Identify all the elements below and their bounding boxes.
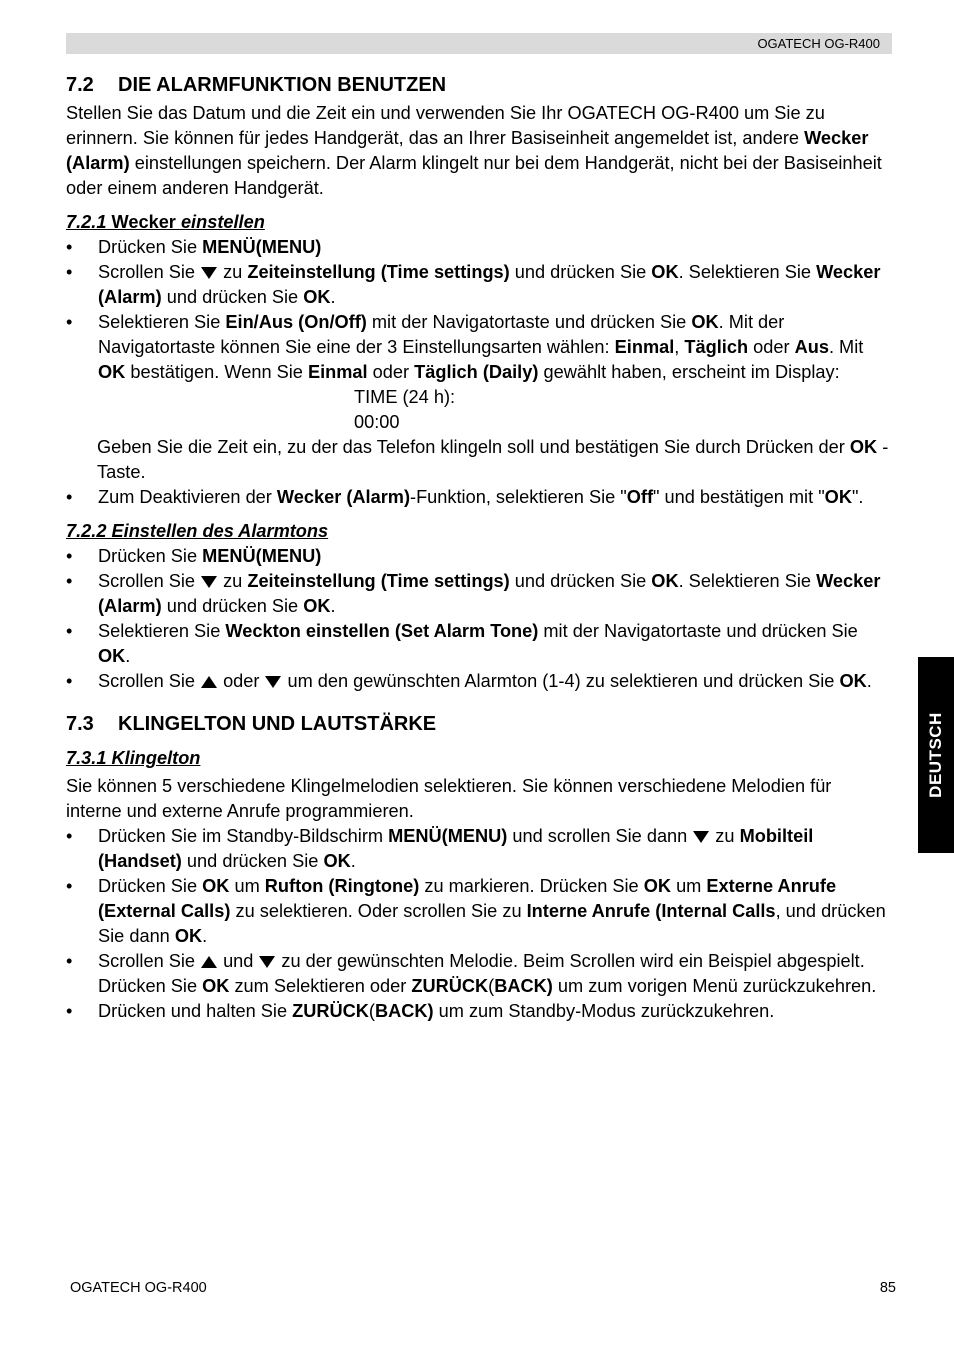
arrow-down-icon [201,576,217,588]
arrow-down-icon [259,956,275,968]
list-item [66,874,892,949]
text-bold: Interne Anrufe (Internal Calls [526,901,776,921]
text-bold: OK [849,437,878,457]
text: . [125,646,131,666]
text-bold: Weckton einstellen (Set Alarm Tone) [225,621,539,641]
section-title: DIE ALARMFUNKTION BENUTZEN [118,74,447,96]
text-bold: OK [651,571,679,591]
text-bold: Wecker (Alarm) [276,487,411,507]
section-7-2-intro [66,101,892,201]
text-bold: Einmal [614,337,675,357]
time-entry-note [97,435,892,485]
text-bold: Rufton (Ringtone) [264,876,420,896]
text: oder [367,362,415,382]
header-model: OGATECH OG-R400 [757,36,880,51]
section-number: 7.2 [66,74,94,96]
text-bold: OK [323,851,351,871]
list-item [66,260,892,310]
page-content [66,70,892,1024]
header-bar [66,33,892,54]
text: -Funktion, selektieren Sie " [410,487,627,507]
text-bold: OK [839,671,867,691]
text-bold: OK [98,646,126,666]
text: mit der Navigatortaste und drücken Sie [538,621,858,641]
text: oder [223,671,260,691]
text: . [350,851,356,871]
text-bold: Aus [794,337,829,357]
text: und drücken Sie [509,262,652,282]
text: ". [851,487,864,507]
text: gewählt haben, erscheint im Display: [538,362,840,382]
text: ( [488,976,495,996]
text-bold: Täglich (Daily) [414,362,539,382]
text: Drücken Sie [98,237,203,257]
page-number: 85 [879,1280,896,1296]
steps-7-2-1-cont [66,485,892,510]
text: Wecker [106,212,181,232]
text-bold: Einmal [307,362,368,382]
arrow-up-icon [201,676,217,688]
text: und drücken Sie [181,851,324,871]
text: . [202,926,208,946]
text-bold: OK [643,876,672,896]
text-bold: OK [202,976,230,996]
list-item [66,544,892,569]
steps-7-3-1 [66,824,892,1024]
text: und drücken Sie [509,571,652,591]
text: Scrollen Sie [98,571,196,591]
text: Selektieren Sie [98,621,226,641]
text: Scrollen Sie [98,671,196,691]
text: um [671,876,707,896]
text: zum Selektieren oder [229,976,412,996]
text: um [229,876,265,896]
text-bold: MENÜ(MENU) [202,237,322,257]
text: mit der Navigatortaste und drücken Sie [366,312,692,332]
subsection-7-2-1-heading [66,210,892,235]
text-bold: ZURÜCK [292,1001,369,1021]
text: Drücken Sie im Standby-Bildschirm [98,826,389,846]
section-title: KLINGELTON UND LAUTSTÄRKE [118,713,437,735]
text: zu markieren. Drücken Sie [419,876,644,896]
steps-7-2-2 [66,544,892,694]
text-bold: Mobilteil (Handset) [98,826,814,871]
side-tab-label: DEUTSCH [926,712,945,798]
text-bold: Wecker (Alarm) [98,262,881,307]
text: . Mit der Navigatortaste können Sie eine der 3 Einstellungsarten wählen: [98,312,785,357]
text-bold: Ein/Aus (On/Off) [225,312,367,332]
list-item [66,949,892,999]
text-bold: Zeiteinstellung (Time settings) [247,571,510,591]
text-bold: OK [691,312,719,332]
text-bold: MENÜ(MENU) [388,826,508,846]
text-bold: BACK) [494,976,553,996]
text: " und bestätigen mit " [653,487,825,507]
text: Drücken Sie [98,546,203,566]
text: . [330,596,336,616]
arrow-up-icon [201,956,217,968]
text: 7.2.1 [66,212,107,232]
text: Stellen Sie das Datum und die Zeit ein und verwenden Sie Ihr OGATECH OG-R400 um Sie zu erinnern. Sie können für jedes Handgerät, das an Ihrer Basiseinheit angemeldet ist, andere [66,103,825,148]
text: einstellen [180,212,265,232]
text: Drücken Sie [98,876,203,896]
text-bold: BACK) [374,1001,434,1021]
text: . [866,671,872,691]
subsection-7-2-2-heading: 7.2.2 Einstellen des Alarmtons [66,521,329,541]
text: und [223,951,254,971]
list-item [66,619,892,669]
text-bold: Wecker (Alarm) [98,571,881,616]
text: einstellungen speichern. Der Alarm klingelt nur bei dem Handgerät, nicht bei der Basiseinheit oder einem anderen Handgerät. [66,153,882,198]
text-bold: OK [303,596,331,616]
text: zu [223,262,248,282]
arrow-down-icon [693,831,709,843]
list-item [66,824,892,874]
text-bold: Zeiteinstellung (Time settings) [247,262,510,282]
list-item [66,310,892,385]
list-item [66,485,892,510]
text-bold: MENÜ(MENU) [202,546,322,566]
text: zu [223,571,248,591]
text: bestätigen. Wenn Sie [125,362,308,382]
steps-7-2-1 [66,235,892,385]
text: . [330,287,336,307]
list-item [66,569,892,619]
section-7-3-heading [66,709,892,739]
list-item [66,235,892,260]
display-line-1: TIME (24 h): [354,387,456,407]
text: Selektieren Sie [98,312,226,332]
text: zu der gewünschten Melodie. Beim Scrollen wird ein Beispiel abgespielt. Drücken Sie [98,951,865,996]
arrow-down-icon [265,676,281,688]
text: und drücken Sie [161,596,304,616]
text: um zum Standby-Modus zurückzukehren. [433,1001,775,1021]
text-bold: OK [202,876,230,896]
text: Scrollen Sie [98,951,196,971]
text-bold: ZURÜCK [411,976,489,996]
text-bold: Externe Anrufe (External Calls) [98,876,837,921]
text: und scrollen Sie dann [507,826,688,846]
text-bold: Wecker (Alarm) [66,128,869,173]
text: oder [748,337,795,357]
text: Scrollen Sie [98,262,196,282]
text: ( [368,1001,375,1021]
section-7-2-heading [66,70,892,100]
text: . Selektieren Sie [678,262,817,282]
text: zu selektieren. Oder scrollen Sie zu [230,901,527,921]
text-bold: OK [98,362,126,382]
display-readout [354,385,892,435]
text: Geben Sie die Zeit ein, zu der das Telefon klingeln soll und bestätigen Sie durch Drücken der [97,437,850,457]
text: , und drücken Sie dann [98,901,886,946]
text-bold: OK [303,287,331,307]
text: . Mit [828,337,864,357]
text: zu [715,826,740,846]
footer-model: OGATECH OG-R400 [70,1280,207,1296]
text: um den gewünschten Alarmton (1-4) zu selektieren und drücken Sie [287,671,840,691]
display-line-2: 00:00 [354,412,400,432]
text: . Selektieren Sie [678,571,817,591]
text-bold: Off [626,487,654,507]
list-item [66,999,892,1024]
section-number: 7.3 [66,713,94,735]
text-bold: Täglich [684,337,749,357]
text-bold: OK [824,487,852,507]
text-bold: OK [651,262,679,282]
side-language-tab [918,657,954,853]
subsection-7-3-1-heading: 7.3.1 Klingelton [66,748,201,768]
list-item [66,669,892,694]
text: Drücken und halten Sie [98,1001,293,1021]
text: Zum Deaktivieren der [98,487,277,507]
text: , [674,337,685,357]
arrow-down-icon [201,267,217,279]
text: um zum vorigen Menü zurückzukehren. [552,976,877,996]
text-bold: OK [174,926,203,946]
section-7-3-1-intro: Sie können 5 verschiedene Klingelmelodien selektieren. Sie können verschiedene Melodien für interne und externe Anrufe programmieren. [66,776,832,821]
text: -Taste. [97,437,889,482]
text: und drücken Sie [161,287,304,307]
